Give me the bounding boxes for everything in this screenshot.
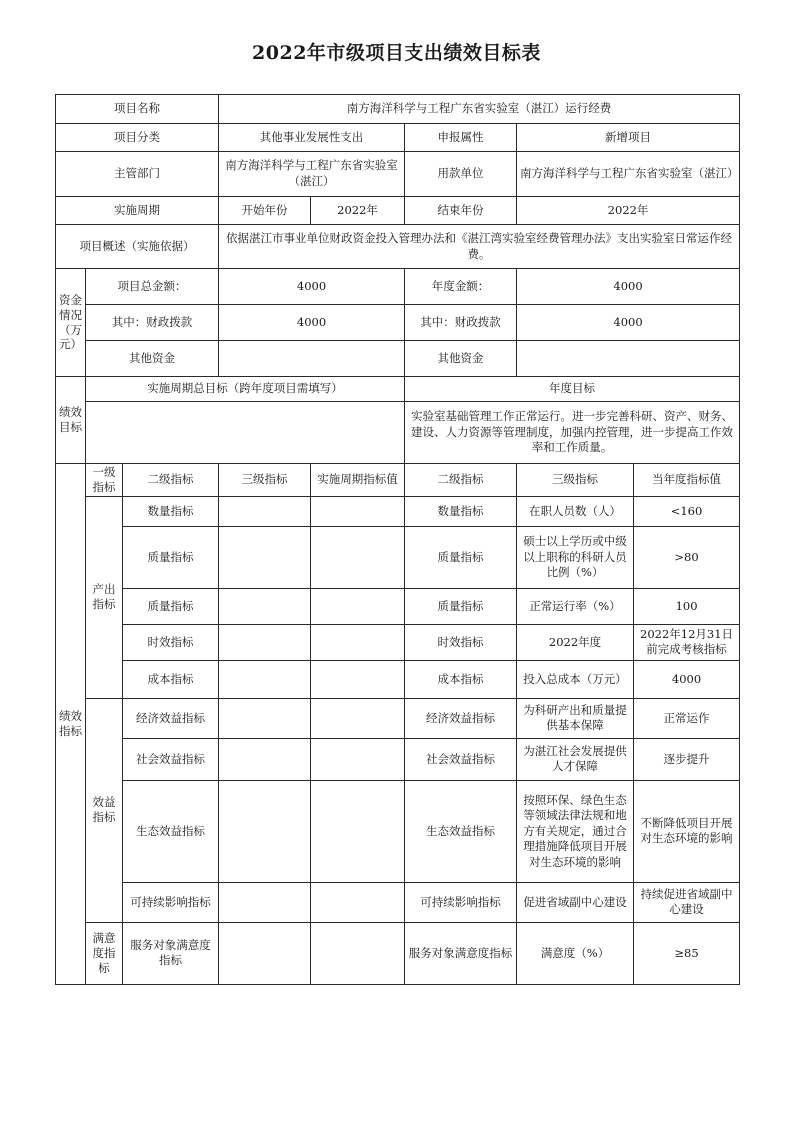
- period-value-cell: [311, 660, 405, 698]
- table-row: [56, 738, 740, 780]
- level2-cell: 时效指标: [123, 624, 219, 660]
- period-label: 实施周期: [56, 197, 219, 225]
- level2-cell: 可持续影响指标: [123, 882, 219, 922]
- header-annual-level3: 三级指标: [517, 464, 634, 497]
- annual-value-cell: >80: [634, 526, 740, 588]
- annual-value-cell: 100: [634, 588, 740, 624]
- goals-section-label: 绩效目标: [56, 377, 86, 464]
- annual-goal-value: 实验室基础管理工作正常运行。进一步完善科研、资产、财务、建设、人力资源等管理制度，加强内控管理，进一步提高工作效率和工作质量。: [405, 402, 740, 464]
- funds-fiscal-value: 4000: [219, 305, 405, 341]
- annual-level3-cell: 按照环保、绿色生态等领域法律法规和地方有关规定，通过合理措施降低项目开展对生态环境的影响: [517, 780, 634, 882]
- funds-total-row: [56, 269, 740, 305]
- header-annual-value: 当年度指标值: [634, 464, 740, 497]
- annual-level2-cell: 质量指标: [405, 588, 517, 624]
- funds-fiscal-label: 其中：财政拨款: [86, 305, 219, 341]
- header-annual-level2: 二级指标: [405, 464, 517, 497]
- table-row: [56, 780, 740, 882]
- header-period-value: 实施周期指标值: [311, 464, 405, 497]
- funds-total-value: 4000: [219, 269, 405, 305]
- annual-level2-cell: 可持续影响指标: [405, 882, 517, 922]
- end-year-value: 2022年: [517, 197, 740, 225]
- header-level2: 二级指标: [123, 464, 219, 497]
- period-value-cell: [311, 922, 405, 984]
- level3-cell: [219, 882, 311, 922]
- annual-level3-cell: 满意度（%）: [517, 922, 634, 984]
- period-row: [56, 197, 740, 225]
- funds-other-label: 其他资金: [86, 341, 219, 377]
- funds-other-value: [219, 341, 405, 377]
- goals-header-row: [56, 377, 740, 402]
- annual-level2-cell: 时效指标: [405, 624, 517, 660]
- annual-value-cell: 正常运作: [634, 698, 740, 738]
- project-name-value: 南方海洋科学与工程广东省实验室（湛江）运行经费: [219, 95, 740, 124]
- funds-section-label: 资金情况（万元）: [56, 269, 86, 377]
- header-level1: 一级指标: [86, 464, 123, 497]
- period-value-cell: [311, 526, 405, 588]
- annual-level2-cell: 社会效益指标: [405, 738, 517, 780]
- declare-attr-label: 申报属性: [405, 124, 517, 152]
- benefit-indicator-label: 效益指标: [86, 698, 123, 922]
- annual-value-cell: 4000: [634, 660, 740, 698]
- level3-cell: [219, 738, 311, 780]
- unit-value: 南方海洋科学与工程广东省实验室（湛江）: [517, 152, 740, 197]
- overview-row: [56, 225, 740, 269]
- project-category-value: 其他事业发展性支出: [219, 124, 405, 152]
- funds-annual-other-value: [517, 341, 740, 377]
- funds-annual-fiscal-label: 其中：财政拨款: [405, 305, 517, 341]
- annual-level3-cell: 为科研产出和质量提供基本保障: [517, 698, 634, 738]
- period-goal-value: [86, 402, 405, 464]
- level3-cell: [219, 698, 311, 738]
- annual-level3-cell: 正常运行率（%）: [517, 588, 634, 624]
- annual-level3-cell: 硕士以上学历或中级以上职称的科研人员比例（%）: [517, 526, 634, 588]
- declare-attr-value: 新增项目: [517, 124, 740, 152]
- level2-cell: 经济效益指标: [123, 698, 219, 738]
- level3-cell: [219, 496, 311, 526]
- project-name-row: [56, 95, 740, 124]
- dept-row: [56, 152, 740, 197]
- level3-cell: [219, 660, 311, 698]
- funds-total-label: 项目总金额：: [86, 269, 219, 305]
- table-row: [56, 698, 740, 738]
- period-value-cell: [311, 624, 405, 660]
- period-goal-label: 实施周期总目标（跨年度项目需填写）: [86, 377, 405, 402]
- annual-value-cell: 持续促进省域副中心建设: [634, 882, 740, 922]
- level2-cell: 质量指标: [123, 526, 219, 588]
- project-name-label: 项目名称: [56, 95, 219, 124]
- table-row: [56, 526, 740, 588]
- annual-level3-cell: 为湛江社会发展提供人才保障: [517, 738, 634, 780]
- level2-cell: 质量指标: [123, 588, 219, 624]
- unit-label: 用款单位: [405, 152, 517, 197]
- dept-value: 南方海洋科学与工程广东省实验室（湛江）: [219, 152, 405, 197]
- level2-cell: 社会效益指标: [123, 738, 219, 780]
- annual-level2-cell: 质量指标: [405, 526, 517, 588]
- period-value-cell: [311, 698, 405, 738]
- annual-value-cell: 2022年12月31日前完成考核指标: [634, 624, 740, 660]
- annual-value-cell: <160: [634, 496, 740, 526]
- satisfaction-indicator-label: 满意度指标: [86, 922, 123, 984]
- level3-cell: [219, 526, 311, 588]
- period-value-cell: [311, 882, 405, 922]
- overview-label: 项目概述（实施依据）: [56, 225, 219, 269]
- table-row: [56, 660, 740, 698]
- level3-cell: [219, 922, 311, 984]
- table-row: [56, 624, 740, 660]
- period-value-cell: [311, 780, 405, 882]
- annual-level3-cell: 促进省域副中心建设: [517, 882, 634, 922]
- annual-level2-cell: 成本指标: [405, 660, 517, 698]
- level3-cell: [219, 780, 311, 882]
- level3-cell: [219, 588, 311, 624]
- start-year-label: 开始年份: [219, 197, 311, 225]
- header-level3: 三级指标: [219, 464, 311, 497]
- annual-value-cell: 逐步提升: [634, 738, 740, 780]
- annual-value-cell: ≥85: [634, 922, 740, 984]
- table-row: [56, 922, 740, 984]
- output-indicator-label: 产出指标: [86, 496, 123, 698]
- performance-target-table: [55, 94, 740, 985]
- funds-annual-label: 年度金额：: [405, 269, 517, 305]
- indicators-section-label: 绩效指标: [56, 464, 86, 985]
- funds-fiscal-row: [56, 305, 740, 341]
- annual-value-cell: 不断降低项目开展对生态环境的影响: [634, 780, 740, 882]
- end-year-label: 结束年份: [405, 197, 517, 225]
- annual-level2-cell: 生态效益指标: [405, 780, 517, 882]
- funds-annual-other-label: 其他资金: [405, 341, 517, 377]
- page-title: 2022年市级项目支出绩效目标表: [252, 42, 541, 64]
- annual-level2-cell: 数量指标: [405, 496, 517, 526]
- funds-other-row: [56, 341, 740, 377]
- annual-level3-cell: 在职人员数（人）: [517, 496, 634, 526]
- funds-annual-fiscal-value: 4000: [517, 305, 740, 341]
- project-category-label: 项目分类: [56, 124, 219, 152]
- table-row: [56, 882, 740, 922]
- table-row: [56, 496, 740, 526]
- indicator-header-row: [56, 464, 740, 497]
- annual-goal-label: 年度目标: [405, 377, 740, 402]
- level2-cell: 服务对象满意度指标: [123, 922, 219, 984]
- goals-content-row: [56, 402, 740, 464]
- annual-level3-cell: 投入总成本（万元）: [517, 660, 634, 698]
- level2-cell: 数量指标: [123, 496, 219, 526]
- level3-cell: [219, 624, 311, 660]
- period-value-cell: [311, 738, 405, 780]
- annual-level3-cell: 2022年度: [517, 624, 634, 660]
- funds-annual-value: 4000: [517, 269, 740, 305]
- project-category-row: [56, 124, 740, 152]
- level2-cell: 生态效益指标: [123, 780, 219, 882]
- period-value-cell: [311, 496, 405, 526]
- dept-label: 主管部门: [56, 152, 219, 197]
- period-value-cell: [311, 588, 405, 624]
- table-row: [56, 588, 740, 624]
- annual-level2-cell: 服务对象满意度指标: [405, 922, 517, 984]
- start-year-value: 2022年: [311, 197, 405, 225]
- level2-cell: 成本指标: [123, 660, 219, 698]
- overview-value: 依据湛江市事业单位财政资金投入管理办法和《湛江湾实验室经费管理办法》支出实验室日常运作经费。: [219, 225, 740, 269]
- annual-level2-cell: 经济效益指标: [405, 698, 517, 738]
